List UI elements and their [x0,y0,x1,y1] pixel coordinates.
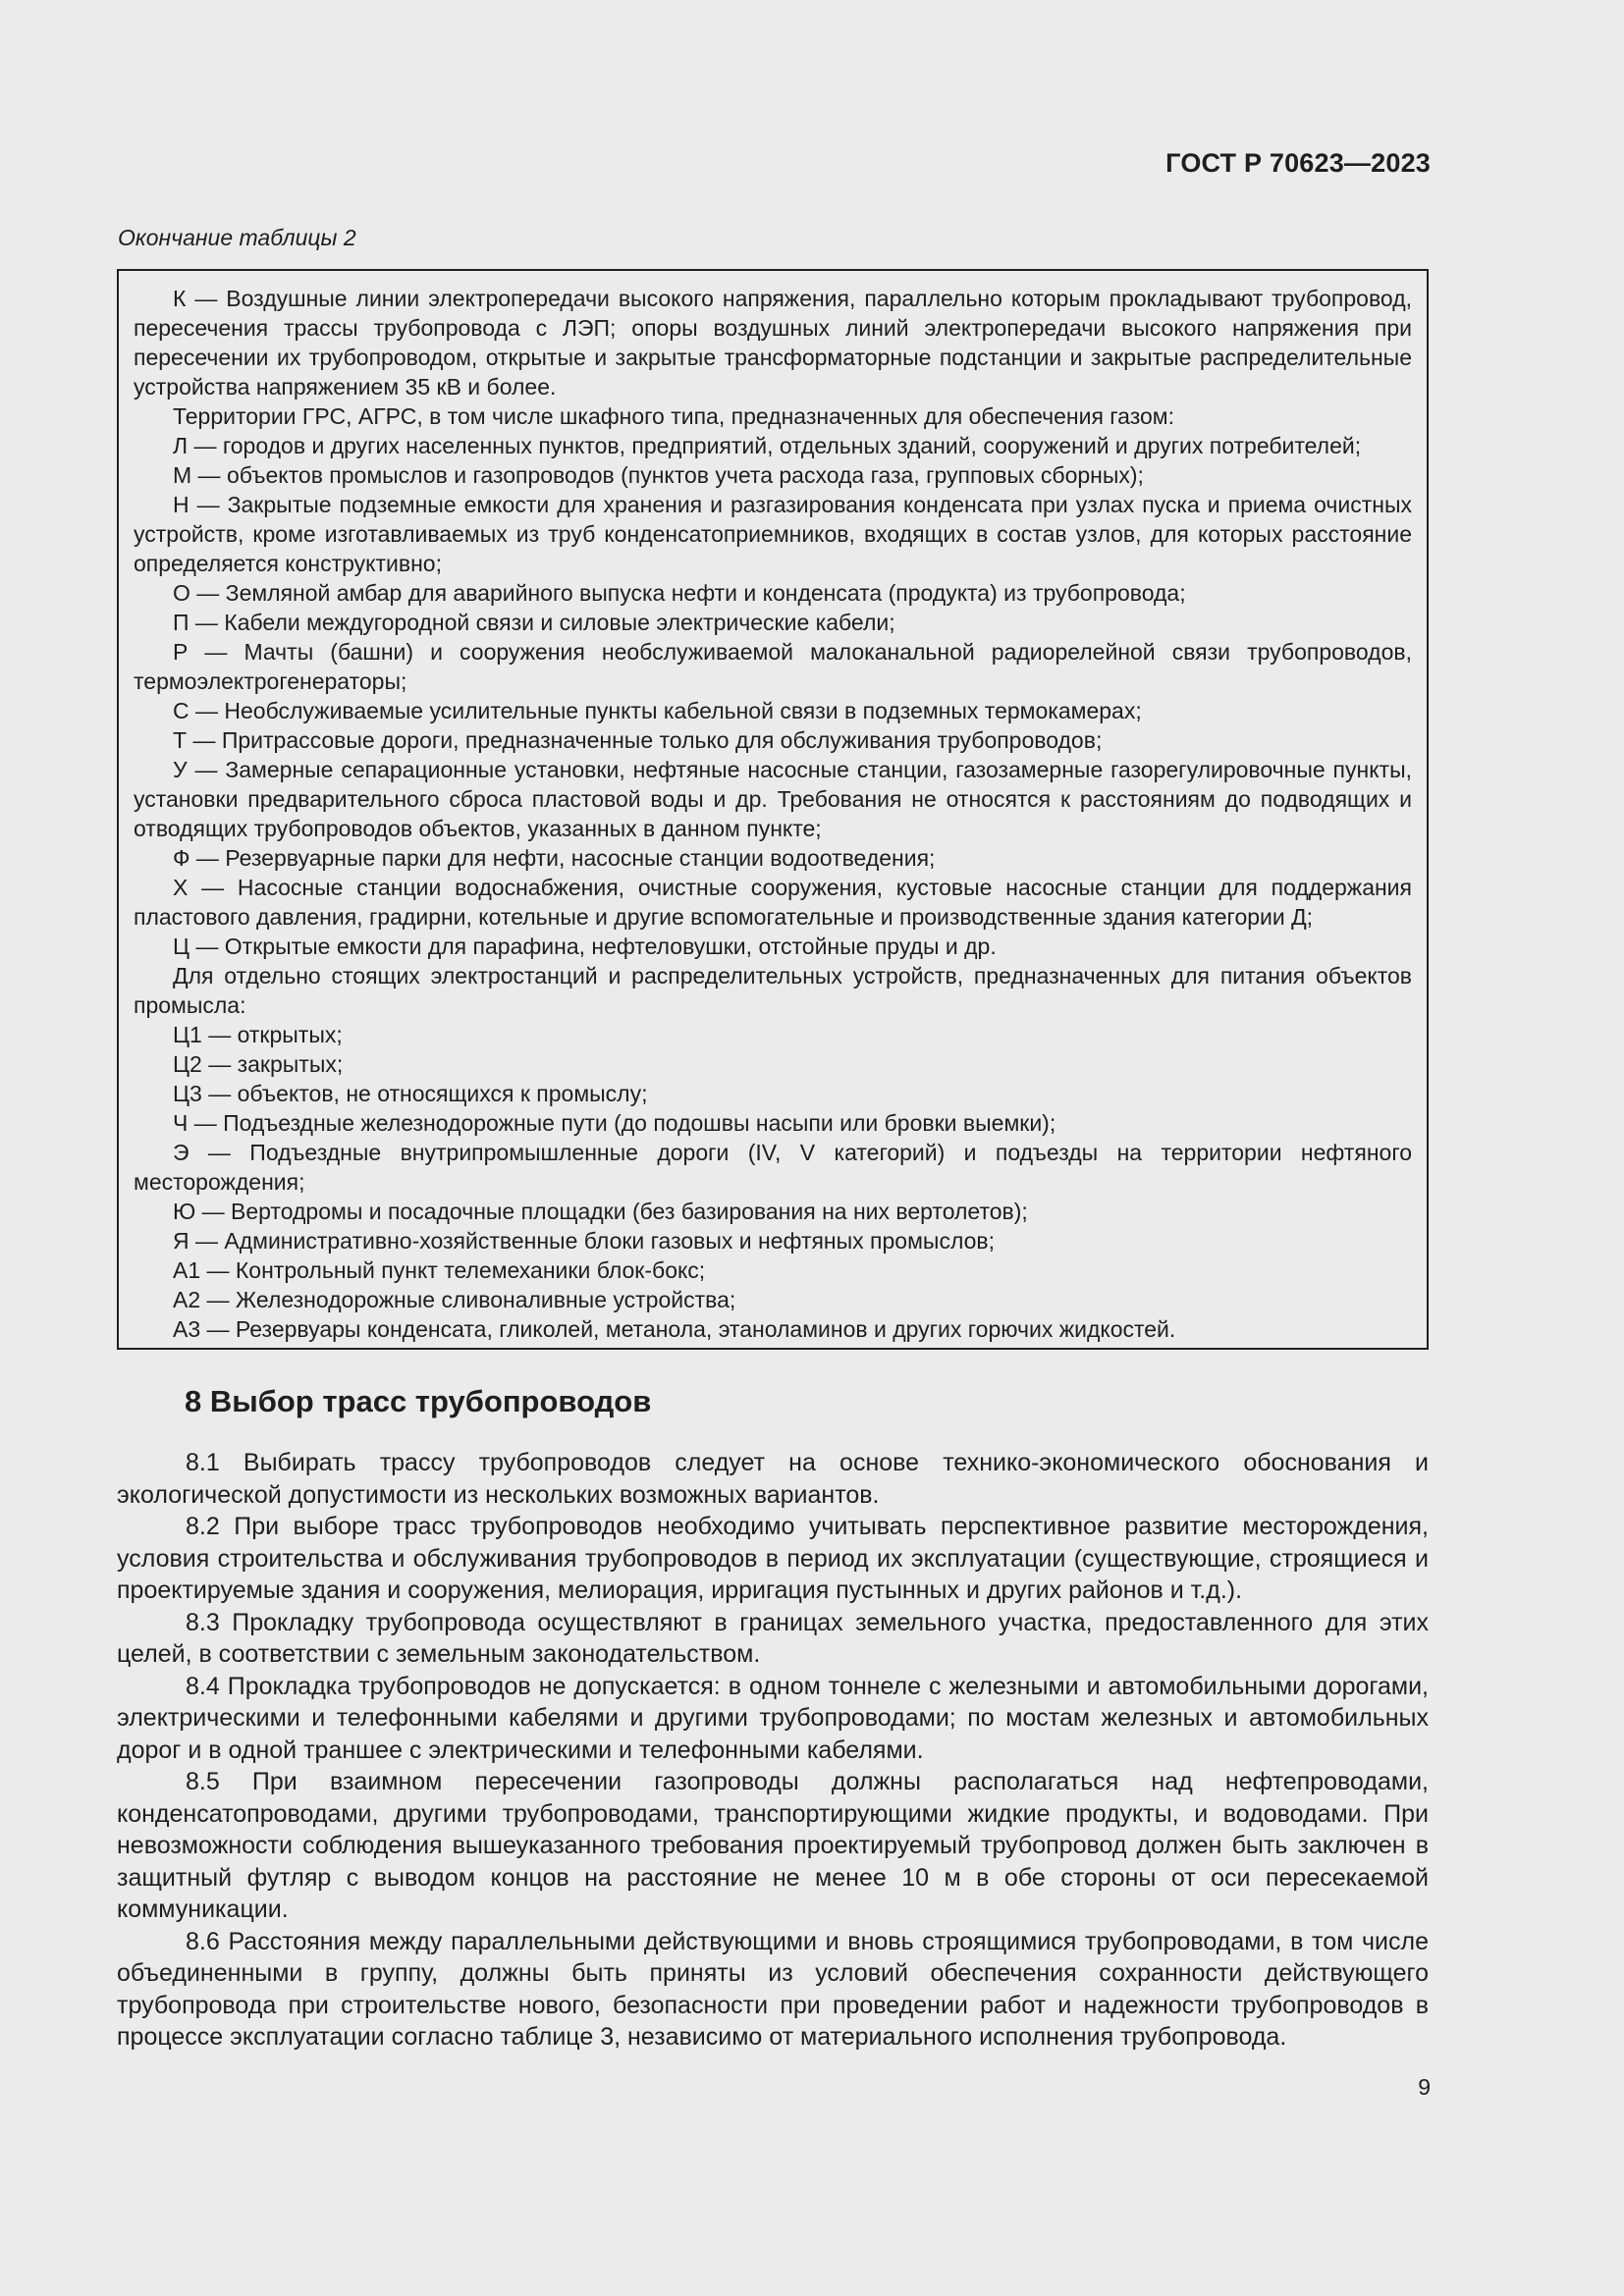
table-note: О — Земляной амбар для аварийного выпуска нефти и конденсата (продукта) из трубопровода; [173,580,1186,606]
section-paragraph: 8.1 Выбирать трассу трубопроводов следует на основе технико-экономического обоснования и экологической допустимости из нескольких возможных вариантов. [117,1449,1429,1509]
table-note: К — Воздушные линии электропередачи высокого напряжения, параллельно которым прокладывают трубопровод, пересечения трассы трубопровода с ЛЭП; опоры воздушных линий электропередачи высокого напряжения при пересечении их трубопроводом, открытые и закрытые трансформаторные подстанции и закрытые распределительные устройства напряжением 35 кВ и более. [134,286,1412,400]
table-note: Ц — Открытые емкости для парафина, нефтеловушки, отстойные пруды и др. [173,934,997,959]
table-note: Т — Притрассовые дороги, предназначенные только для обслуживания трубопроводов; [173,727,1103,753]
table-note: Р — Мачты (башни) и сооружения необслуживаемой малоканальной радиорелейной связи трубопроводов, термоэлектрогенераторы; [134,639,1412,694]
table-note: Х — Насосные станции водоснабжения, очистные сооружения, кустовые насосные станции для поддержания пластового давления, градирни, котельные и другие вспомогательные и производственные здания категории Д; [134,875,1412,930]
section-paragraph: 8.5 При взаимном пересечении газопроводы должны располагаться над нефтепроводами, конденсатопроводами, другими трубопроводами, транспортирующими жидкие продукты, и водоводами. При невозможности соблюдения вышеуказанного требования проектируемый трубопровод должен быть заключен в защитный футляр с выводом концов на расстояние не менее 10 м в обе стороны от оси пересекаемой коммуникации. [117,1768,1429,1923]
table-note: Я — Административно-хозяйственные блоки газовых и нефтяных промыслов; [173,1228,996,1254]
page-number: 9 [1418,2074,1431,2100]
table-note: Э — Подъездные внутрипромышленные дороги (IV, V категорий) и подъезды на территории нефтяного месторождения; [134,1140,1412,1195]
section-paragraph: 8.2 При выборе трасс трубопроводов необходимо учитывать перспективное развитие месторождения, условия строительства и обслуживания трубопроводов в период их эксплуатации (существующие, строящиеся и проектируемые здания и сооружения, мелиорация, ирригация пустынных и других районов и т.д.). [117,1513,1429,1604]
table-note: Для отдельно стоящих электростанций и распределительных устройств, предназначенных для питания объектов промысла: [134,963,1412,1018]
table-note: Л — городов и других населенных пунктов, предприятий, отдельных зданий, сооружений и других потребителей; [173,433,1362,458]
table-note: П — Кабели междугородной связи и силовые электрические кабели; [173,610,895,635]
document-code: ГОСТ Р 70623—2023 [1165,148,1431,178]
table-caption: Окончание таблицы 2 [118,225,356,250]
table-note: Ю — Вертодромы и посадочные площадки (без базирования на них вертолетов); [173,1199,1028,1224]
section-body [117,1447,1429,2054]
table-note: Ц1 — открытых; [173,1022,343,1047]
table-note: Ч — Подъездные железнодорожные пути (до подошвы насыпи или бровки выемки); [173,1110,1056,1136]
table-note: М — объектов промыслов и газопроводов (пунктов учета расхода газа, групповых сборных); [173,462,1144,488]
section-paragraph: 8.3 Прокладку трубопровода осуществляют в границах земельного участка, предоставленного для этих целей, в соответствии с земельным законодательством. [117,1608,1429,1668]
table-note: Н — Закрытые подземные емкости для хранения и разгазирования конденсата при узлах пуска и приема очистных устройств, кроме изготавливаемых из труб конденсатоприемников, входящих в состав узлов, для которых расстояние определяется конструктивно; [134,492,1412,576]
table-note: У — Замерные сепарационные установки, нефтяные насосные станции, газозамерные газорегулировочные пункты, установки предварительного сброса пластовой воды и др. Требования не относятся к расстояниям до подводящих и отводящих трубопроводов объектов, указанных в данном пункте; [134,757,1412,841]
table-note: Ф — Резервуарные парки для нефти, насосные станции водоотведения; [173,845,936,871]
table-note: С — Необслуживаемые усилительные пункты кабельной связи в подземных термокамерах; [173,698,1142,723]
table-notes-box [117,269,1429,1350]
section-paragraph: 8.6 Расстояния между параллельными действующими и вновь строящимися трубопроводами, в том числе объединенными в группу, должны быть приняты из условий обеспечения сохранности действующего трубопровода при строительстве нового, безопасности при проведении работ и надежности трубопроводов в процессе эксплуатации согласно таблице 3, независимо от материального исполнения трубопровода. [117,1927,1429,2051]
table-note: А3 — Резервуары конденсата, гликолей, метанола, этаноламинов и других горючих жидкостей. [173,1316,1176,1342]
table-note: Ц2 — закрытых; [173,1051,344,1077]
section-paragraph: 8.4 Прокладка трубопроводов не допускается: в одном тоннеле с железными и автомобильными дорогами, электрическими и телефонными кабелями и другими трубопроводами; по мостам железных и автомобильных дорог и в одной траншее с электрическими и телефонными кабелями. [117,1672,1429,1764]
table-note: А2 — Железнодорожные сливоналивные устройства; [173,1287,736,1312]
section-title: 8 Выбор трасс трубопроводов [185,1384,652,1418]
table-note: Ц3 — объектов, не относящихся к промыслу; [173,1081,648,1106]
table-note: Территории ГРС, АГРС, в том числе шкафного типа, предназначенных для обеспечения газом: [173,403,1174,429]
table-note: А1 — Контрольный пункт телемеханики блок-бокс; [173,1257,706,1283]
